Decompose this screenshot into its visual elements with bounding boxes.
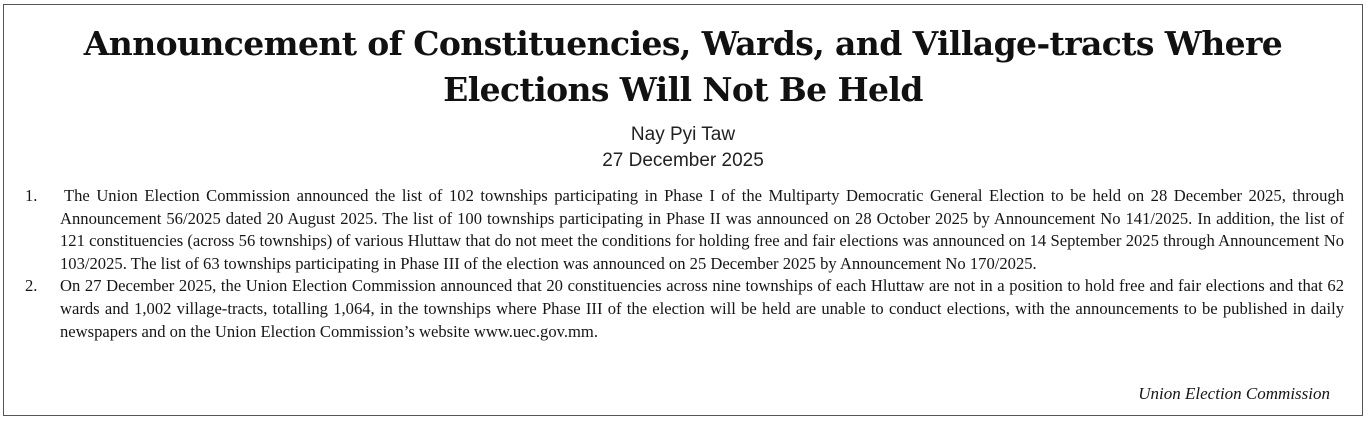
dateline-date: 27 December 2025 [602,150,764,171]
item-text: On 27 December 2025, the Union Election Commission announced that 20 constituencies across nine townships of each Hluttaw are not in a position to hold free and fair elections and that 62 wards and 1,002 village-tracts, totalling 1,064, in the townships where Phase III of the election will be held are unable to conduct elections, with the announcements to be published in daily newspapers and on the Union Election Commission’s website www.uec.gov.mm. [60,276,1344,341]
list-item [22,185,1344,275]
list-item [22,275,1344,343]
announcement-box [3,4,1363,416]
announcement-items [22,185,1344,343]
item-number: 2. [25,276,38,296]
item-number: 1. [25,186,38,205]
title-line-1: Announcement of Constituencies, Wards, and Village-tracts Where [83,24,1283,63]
signature: Union Election Commission [1138,384,1330,403]
dateline-place: Nay Pyi Taw [630,124,736,145]
announcement-title [4,21,1362,113]
item-text: The Union Election Commission announced the list of 102 townships participating in Phase I of the Multiparty Democratic General Election to be held on 28 December 2025, through Announcement 56/2025 dated 20 August 2025. The list of 100 townships participating in Phase II was announced on 28 October 2025 by Announcement No 141/2025. In addition, the list of 121 constituencies (across 56 townships) of various Hluttaw that do not meet the conditions for holding free and fair elections was announced on 14 September 2025 through Announcement No 103/2025. The list of 63 townships participating in Phase III of the election was announced on 25 December 2025 by Announcement No 170/2025. [60,186,1344,273]
title-line-2: Elections Will Not Be Held [443,70,923,109]
